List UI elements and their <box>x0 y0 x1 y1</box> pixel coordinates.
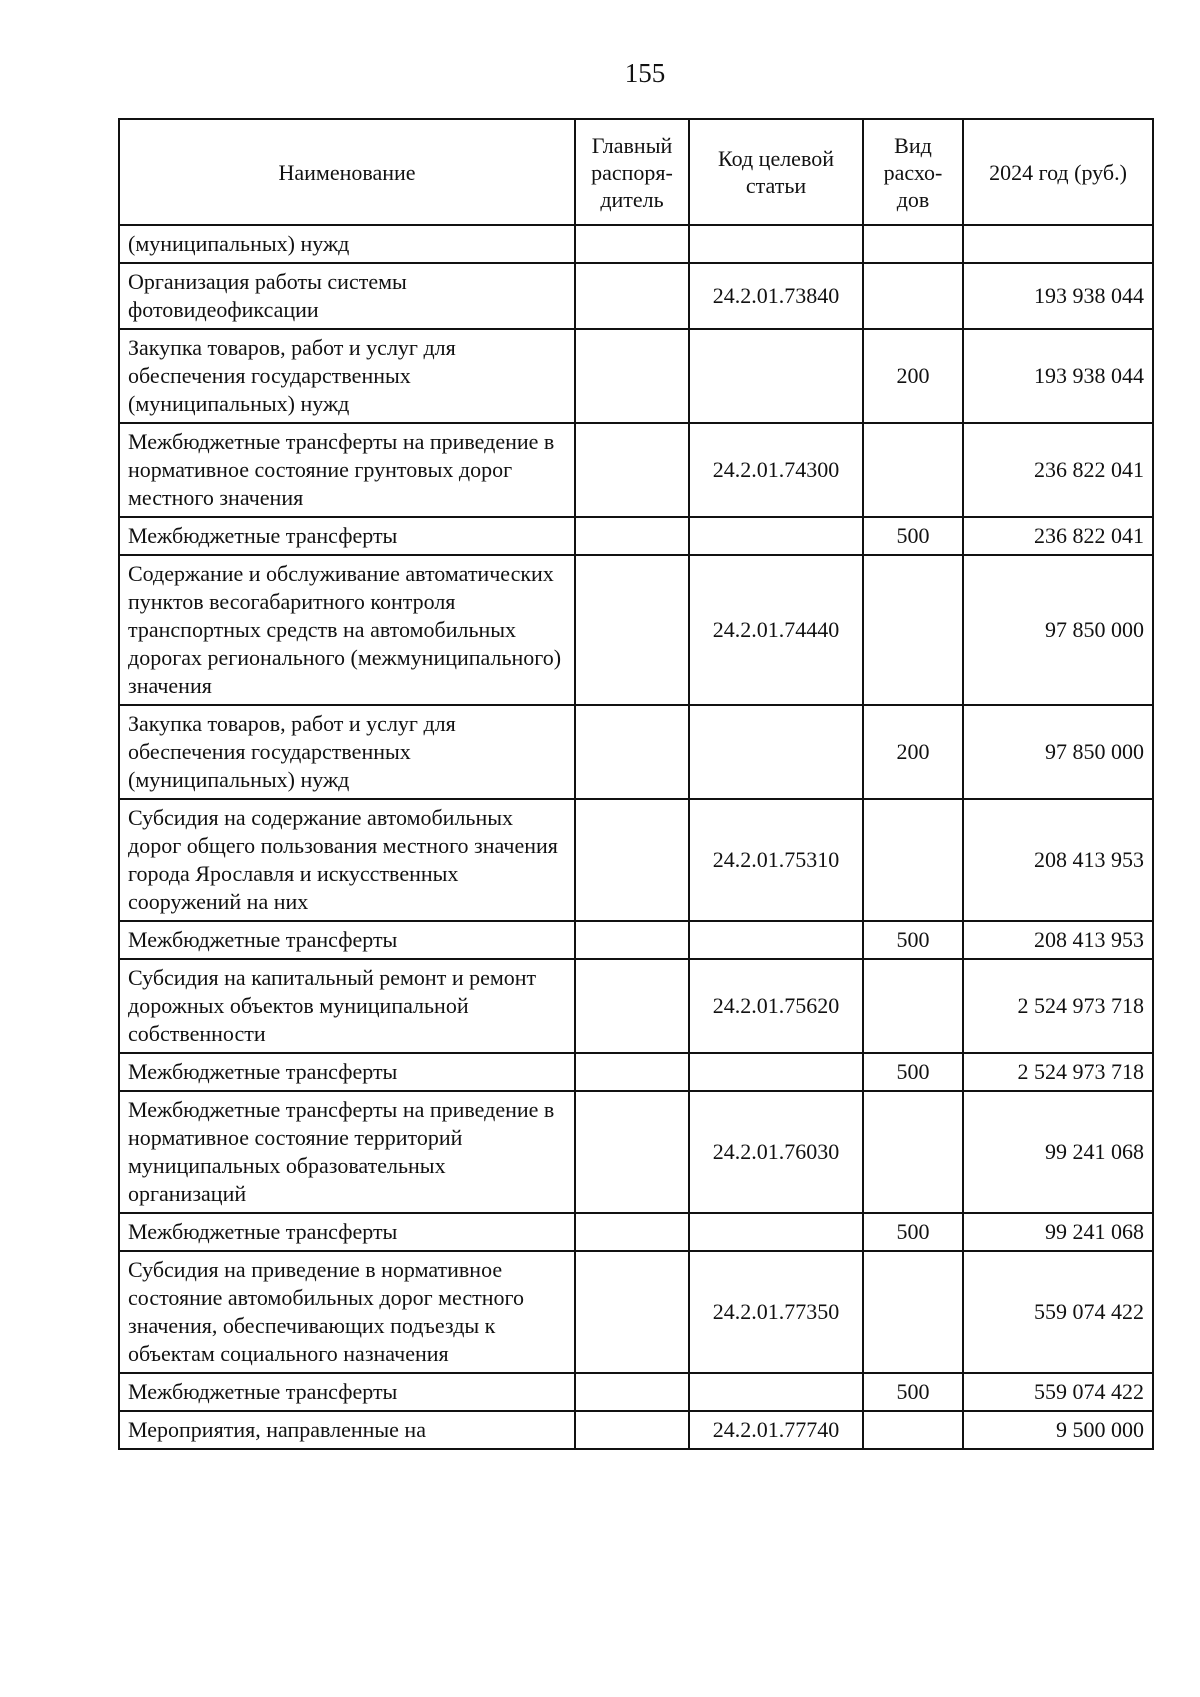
cell-code <box>689 1213 863 1251</box>
cell-grbs <box>575 263 689 329</box>
cell-kind: 500 <box>863 1373 963 1411</box>
table-row <box>119 423 1153 517</box>
cell-amount: 193 938 044 <box>963 263 1153 329</box>
table-row <box>119 1373 1153 1411</box>
cell-kind <box>863 799 963 921</box>
cell-code <box>689 705 863 799</box>
cell-code <box>689 1373 863 1411</box>
cell-kind: 500 <box>863 1213 963 1251</box>
cell-kind <box>863 959 963 1053</box>
cell-code <box>689 1053 863 1091</box>
cell-grbs <box>575 1213 689 1251</box>
table-row <box>119 959 1153 1053</box>
cell-name: Закупка товаров, работ и услуг для обеспечения государственных (муниципальных) нужд <box>119 329 575 423</box>
cell-name: Межбюджетные трансферты <box>119 1373 575 1411</box>
cell-name: Межбюджетные трансферты <box>119 517 575 555</box>
table-row <box>119 329 1153 423</box>
cell-grbs <box>575 799 689 921</box>
cell-grbs <box>575 329 689 423</box>
table-row <box>119 1091 1153 1213</box>
cell-kind <box>863 225 963 263</box>
table-row <box>119 1411 1153 1449</box>
cell-code: 24.2.01.75310 <box>689 799 863 921</box>
header-kind: Вид расхо-дов <box>863 119 963 225</box>
header-code: Код целевой статьи <box>689 119 863 225</box>
table-row <box>119 1213 1153 1251</box>
cell-amount: 99 241 068 <box>963 1213 1153 1251</box>
cell-name: Межбюджетные трансферты на приведение в нормативное состояние территорий муниципальных образовательных организаций <box>119 1091 575 1213</box>
header-name: Наименование <box>119 119 575 225</box>
cell-code: 24.2.01.74300 <box>689 423 863 517</box>
cell-code <box>689 329 863 423</box>
table-row <box>119 705 1153 799</box>
cell-grbs <box>575 1251 689 1373</box>
cell-kind <box>863 423 963 517</box>
cell-kind <box>863 1411 963 1449</box>
cell-grbs <box>575 1053 689 1091</box>
cell-kind <box>863 1251 963 1373</box>
cell-grbs <box>575 517 689 555</box>
cell-kind: 500 <box>863 1053 963 1091</box>
cell-kind: 200 <box>863 329 963 423</box>
cell-amount: 559 074 422 <box>963 1373 1153 1411</box>
cell-code: 24.2.01.77350 <box>689 1251 863 1373</box>
cell-kind: 500 <box>863 921 963 959</box>
cell-kind: 500 <box>863 517 963 555</box>
cell-kind <box>863 555 963 705</box>
cell-amount: 97 850 000 <box>963 555 1153 705</box>
cell-code <box>689 225 863 263</box>
cell-grbs <box>575 921 689 959</box>
page-number: 155 <box>624 58 666 88</box>
cell-grbs <box>575 423 689 517</box>
cell-code <box>689 921 863 959</box>
table-row <box>119 263 1153 329</box>
table-row <box>119 1053 1153 1091</box>
cell-amount: 193 938 044 <box>963 329 1153 423</box>
cell-grbs <box>575 959 689 1053</box>
cell-name: Межбюджетные трансферты <box>119 921 575 959</box>
cell-name: Закупка товаров, работ и услуг для обеспечения государственных (муниципальных) нужд <box>119 705 575 799</box>
table-row <box>119 555 1153 705</box>
cell-name: Содержание и обслуживание автоматических пунктов весогабаритного контроля транспортных средств на автомобильных дорогах регионального (межмуниципального) значения <box>119 555 575 705</box>
cell-code: 24.2.01.73840 <box>689 263 863 329</box>
cell-amount: 236 822 041 <box>963 423 1153 517</box>
header-amount: 2024 год (руб.) <box>963 119 1153 225</box>
cell-kind <box>863 263 963 329</box>
budget-table <box>118 118 1154 1450</box>
cell-name: Межбюджетные трансферты <box>119 1053 575 1091</box>
cell-code: 24.2.01.75620 <box>689 959 863 1053</box>
table-header-row <box>119 119 1153 225</box>
cell-name: Межбюджетные трансферты на приведение в нормативное состояние грунтовых дорог местного значения <box>119 423 575 517</box>
cell-name: Межбюджетные трансферты <box>119 1213 575 1251</box>
cell-amount: 559 074 422 <box>963 1251 1153 1373</box>
cell-amount <box>963 225 1153 263</box>
cell-name: Субсидия на приведение в нормативное состояние автомобильных дорог местного значения, обеспечивающих подъезды к объектам социального назначения <box>119 1251 575 1373</box>
cell-name: Субсидия на капитальный ремонт и ремонт дорожных объектов муниципальной собственности <box>119 959 575 1053</box>
cell-name: Мероприятия, направленные на <box>119 1411 575 1449</box>
cell-amount: 2 524 973 718 <box>963 1053 1153 1091</box>
cell-grbs <box>575 705 689 799</box>
cell-grbs <box>575 1091 689 1213</box>
cell-code: 24.2.01.74440 <box>689 555 863 705</box>
table-row <box>119 1251 1153 1373</box>
cell-grbs <box>575 555 689 705</box>
cell-amount: 99 241 068 <box>963 1091 1153 1213</box>
cell-grbs <box>575 225 689 263</box>
cell-kind <box>863 1091 963 1213</box>
cell-name: Субсидия на содержание автомобильных дорог общего пользования местного значения города Ярославля и искусственных сооружений на них <box>119 799 575 921</box>
cell-amount: 208 413 953 <box>963 799 1153 921</box>
cell-kind: 200 <box>863 705 963 799</box>
cell-amount: 97 850 000 <box>963 705 1153 799</box>
cell-amount: 9 500 000 <box>963 1411 1153 1449</box>
cell-code: 24.2.01.77740 <box>689 1411 863 1449</box>
cell-name: (муниципальных) нужд <box>119 225 575 263</box>
cell-amount: 236 822 041 <box>963 517 1153 555</box>
cell-name: Организация работы системы фотовидеофиксации <box>119 263 575 329</box>
header-grbs: Главный распоря-дитель <box>575 119 689 225</box>
cell-grbs <box>575 1373 689 1411</box>
cell-code: 24.2.01.76030 <box>689 1091 863 1213</box>
cell-grbs <box>575 1411 689 1449</box>
table-row <box>119 921 1153 959</box>
cell-amount: 208 413 953 <box>963 921 1153 959</box>
table-row <box>119 517 1153 555</box>
cell-code <box>689 517 863 555</box>
cell-amount: 2 524 973 718 <box>963 959 1153 1053</box>
table-row <box>119 225 1153 263</box>
table-row <box>119 799 1153 921</box>
